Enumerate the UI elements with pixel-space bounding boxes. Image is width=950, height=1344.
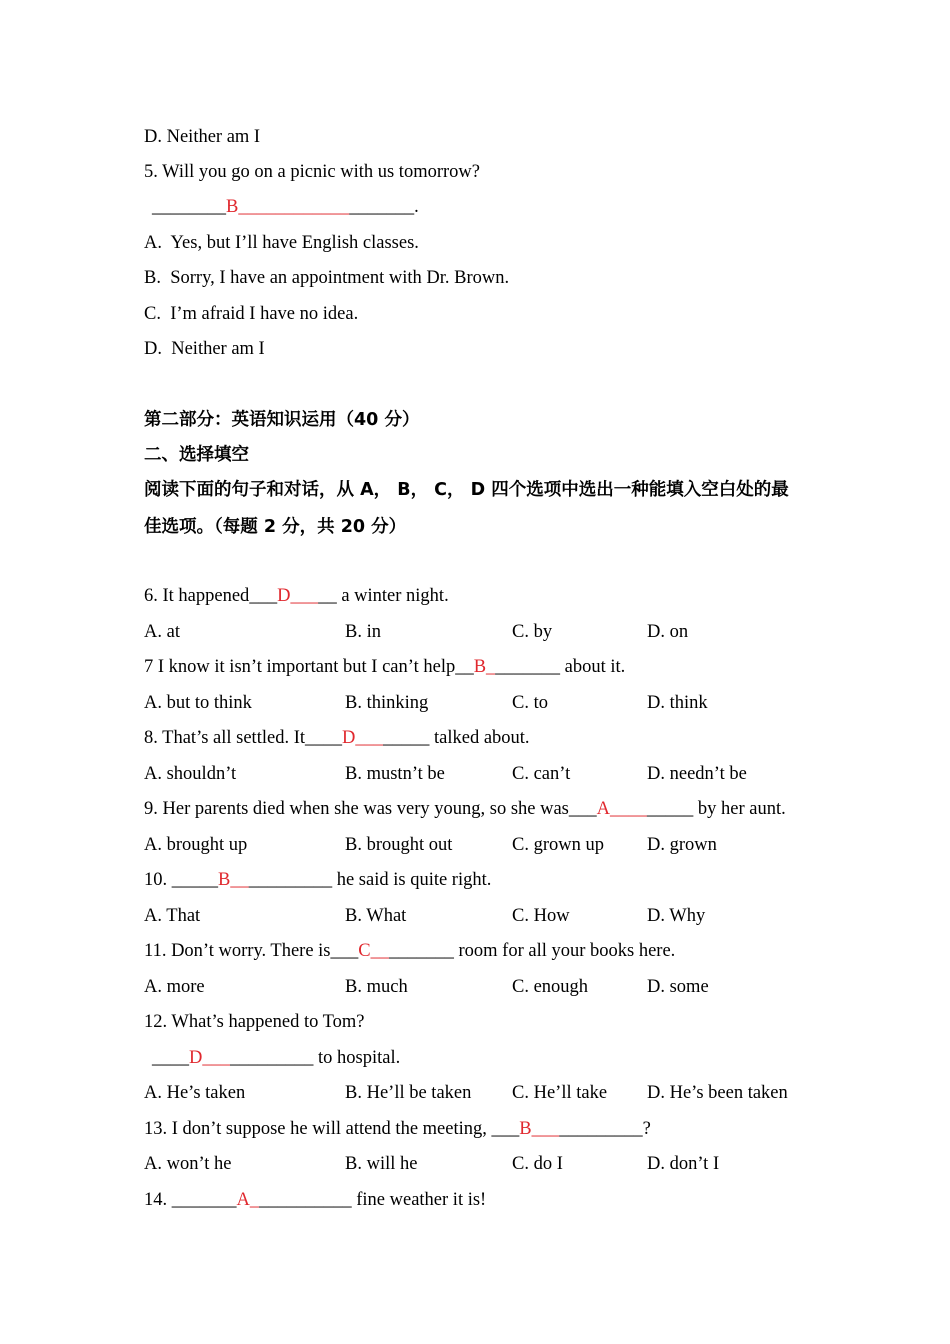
blank: _________ [230,1048,314,1068]
question-12 [144,1011,365,1033]
option-c: C. can’t [512,764,571,784]
question-9 [144,798,786,820]
blank: __________ [259,1190,352,1210]
question-tail: talked about. [429,728,530,748]
option-b: B. thinking [345,693,429,713]
question-tail: he said is quite right. [332,870,492,890]
blank: _______ [171,1190,237,1210]
question-stem: 10. [144,870,172,890]
option-b: B. in [345,622,381,642]
q5-option-d: D. Neither am I [144,339,265,359]
blank: _________ [559,1119,643,1139]
section-title: 二、选择填空 [144,445,249,465]
q5-blank-red: ____________ [238,197,350,217]
blank-red: ___ [355,728,384,748]
question-13 [144,1118,651,1140]
option-c: C. enough [512,977,589,997]
blank: ___ [249,586,278,606]
answer-mark: C [358,941,371,961]
q5-option-a: A. Yes, but I’ll have English classes. [144,233,419,253]
answer-mark: B [218,870,231,890]
blank: __ [455,657,474,677]
question-stem: 13. I don’t suppose he will attend the meeting, [144,1119,492,1139]
blank: _________ [248,870,333,890]
option-d: D. grown [647,835,717,855]
answer-mark: A [596,799,611,819]
option-a: A. more [144,977,205,997]
answer-mark: B [473,657,487,677]
q5-blank-post: _______ [349,197,415,217]
part2-title: 第二部分：英语知识运用（40 分） [144,410,420,430]
blank-red: ___ [202,1048,231,1068]
blank: _____ [171,870,218,890]
q5-option-c: C. I’m afraid I have no idea. [144,304,359,324]
answer-mark: D [277,586,291,606]
blank: ___ [330,941,359,961]
question-tail: fine weather it is! [351,1190,487,1210]
option-c: C. to [512,693,548,713]
question-stem: 6. It happened [144,586,250,606]
instruction-line-2: 佳选项。（每题 2 分，共 20 分） [144,517,407,537]
question-12-answer-line [152,1047,400,1069]
option-d: D. some [647,977,709,997]
option-c: C. grown up [512,835,604,855]
q5-question: 5. Will you go on a picnic with us tomorrow? [144,162,480,182]
option-c: C. How [512,906,570,926]
blank-red: __ [370,941,390,961]
blank: _______ [495,657,561,677]
question-6 [144,585,449,607]
q5-answer-line [152,196,419,218]
answer-mark: B [519,1119,532,1139]
option-d: D. don’t I [647,1154,720,1174]
question-tail: ? [642,1119,651,1139]
option-b: B. brought out [345,835,453,855]
answer-mark: A [236,1190,250,1210]
blank: _______ [389,941,454,961]
blank: ___ [491,1119,520,1139]
question-stem: 8. That’s all settled. It [144,728,305,748]
answer-mark: D [189,1048,203,1068]
question-tail: about it. [560,657,626,677]
option-d: D. He’s been taken [647,1083,788,1103]
instruction-line-1: 阅读下面的句子和对话，从 A， B， C， D 四个选项中选出一种能填入空白处的最 [144,480,789,500]
question-14 [144,1189,486,1211]
question-stem: 12. What’s happened to Tom? [144,1012,365,1032]
blank: __ [318,586,337,606]
option-b: B. much [345,977,408,997]
q5-blank-pre: ________ [152,197,226,217]
question-tail: to hospital. [313,1048,401,1068]
option-b: B. mustn’t be [345,764,445,784]
question-stem: 9. Her parents died when she was very young, so she was [144,799,569,819]
option-a: A. won’t he [144,1154,232,1174]
blank-red: _ [486,657,496,677]
q5-answer: B [226,197,239,217]
blank-red: _ [249,1190,260,1210]
option-b: B. will he [345,1154,418,1174]
blank: _____ [383,728,430,748]
option-c: C. do I [512,1154,563,1174]
option-d: D. needn’t be [647,764,747,784]
option-d: D. Why [647,906,706,926]
question-11 [144,940,675,962]
option-d: D. think [647,693,708,713]
question-stem: 11. Don’t worry. There is [144,941,331,961]
q5-end: . [414,197,419,217]
blank: _____ [647,799,694,819]
blank: ____ [305,728,342,748]
answer-mark: D [342,728,356,748]
question-tail: room for all your books here. [453,941,676,961]
option-b: B. He’ll be taken [345,1083,472,1103]
q4-option-d: D. Neither am I [144,127,261,147]
option-b: B. What [345,906,407,926]
blank-red: ___ [290,586,319,606]
option-c: C. by [512,622,553,642]
blank-red: ___ [531,1119,560,1139]
question-tail: by her aunt. [693,799,786,819]
question-stem: 14. [144,1190,172,1210]
option-a: A. He’s taken [144,1083,246,1103]
option-a: A. That [144,906,201,926]
question-tail: a winter night. [336,586,449,606]
question-10 [144,869,491,891]
question-7 [144,656,625,678]
blank: ____ [152,1048,189,1068]
question-8 [144,727,530,749]
option-a: A. but to think [144,693,252,713]
blank: ___ [568,799,597,819]
q5-option-b: B. Sorry, I have an appointment with Dr. Brown. [144,268,510,288]
option-a: A. shouldn’t [144,764,237,784]
option-a: A. brought up [144,835,248,855]
blank-red: __ [230,870,249,890]
option-c: C. He’ll take [512,1083,608,1103]
option-d: D. on [647,622,689,642]
blank-red: ____ [610,799,648,819]
question-stem: 7 I know it isn’t important but I can’t help [144,657,456,677]
option-a: A. at [144,622,180,642]
